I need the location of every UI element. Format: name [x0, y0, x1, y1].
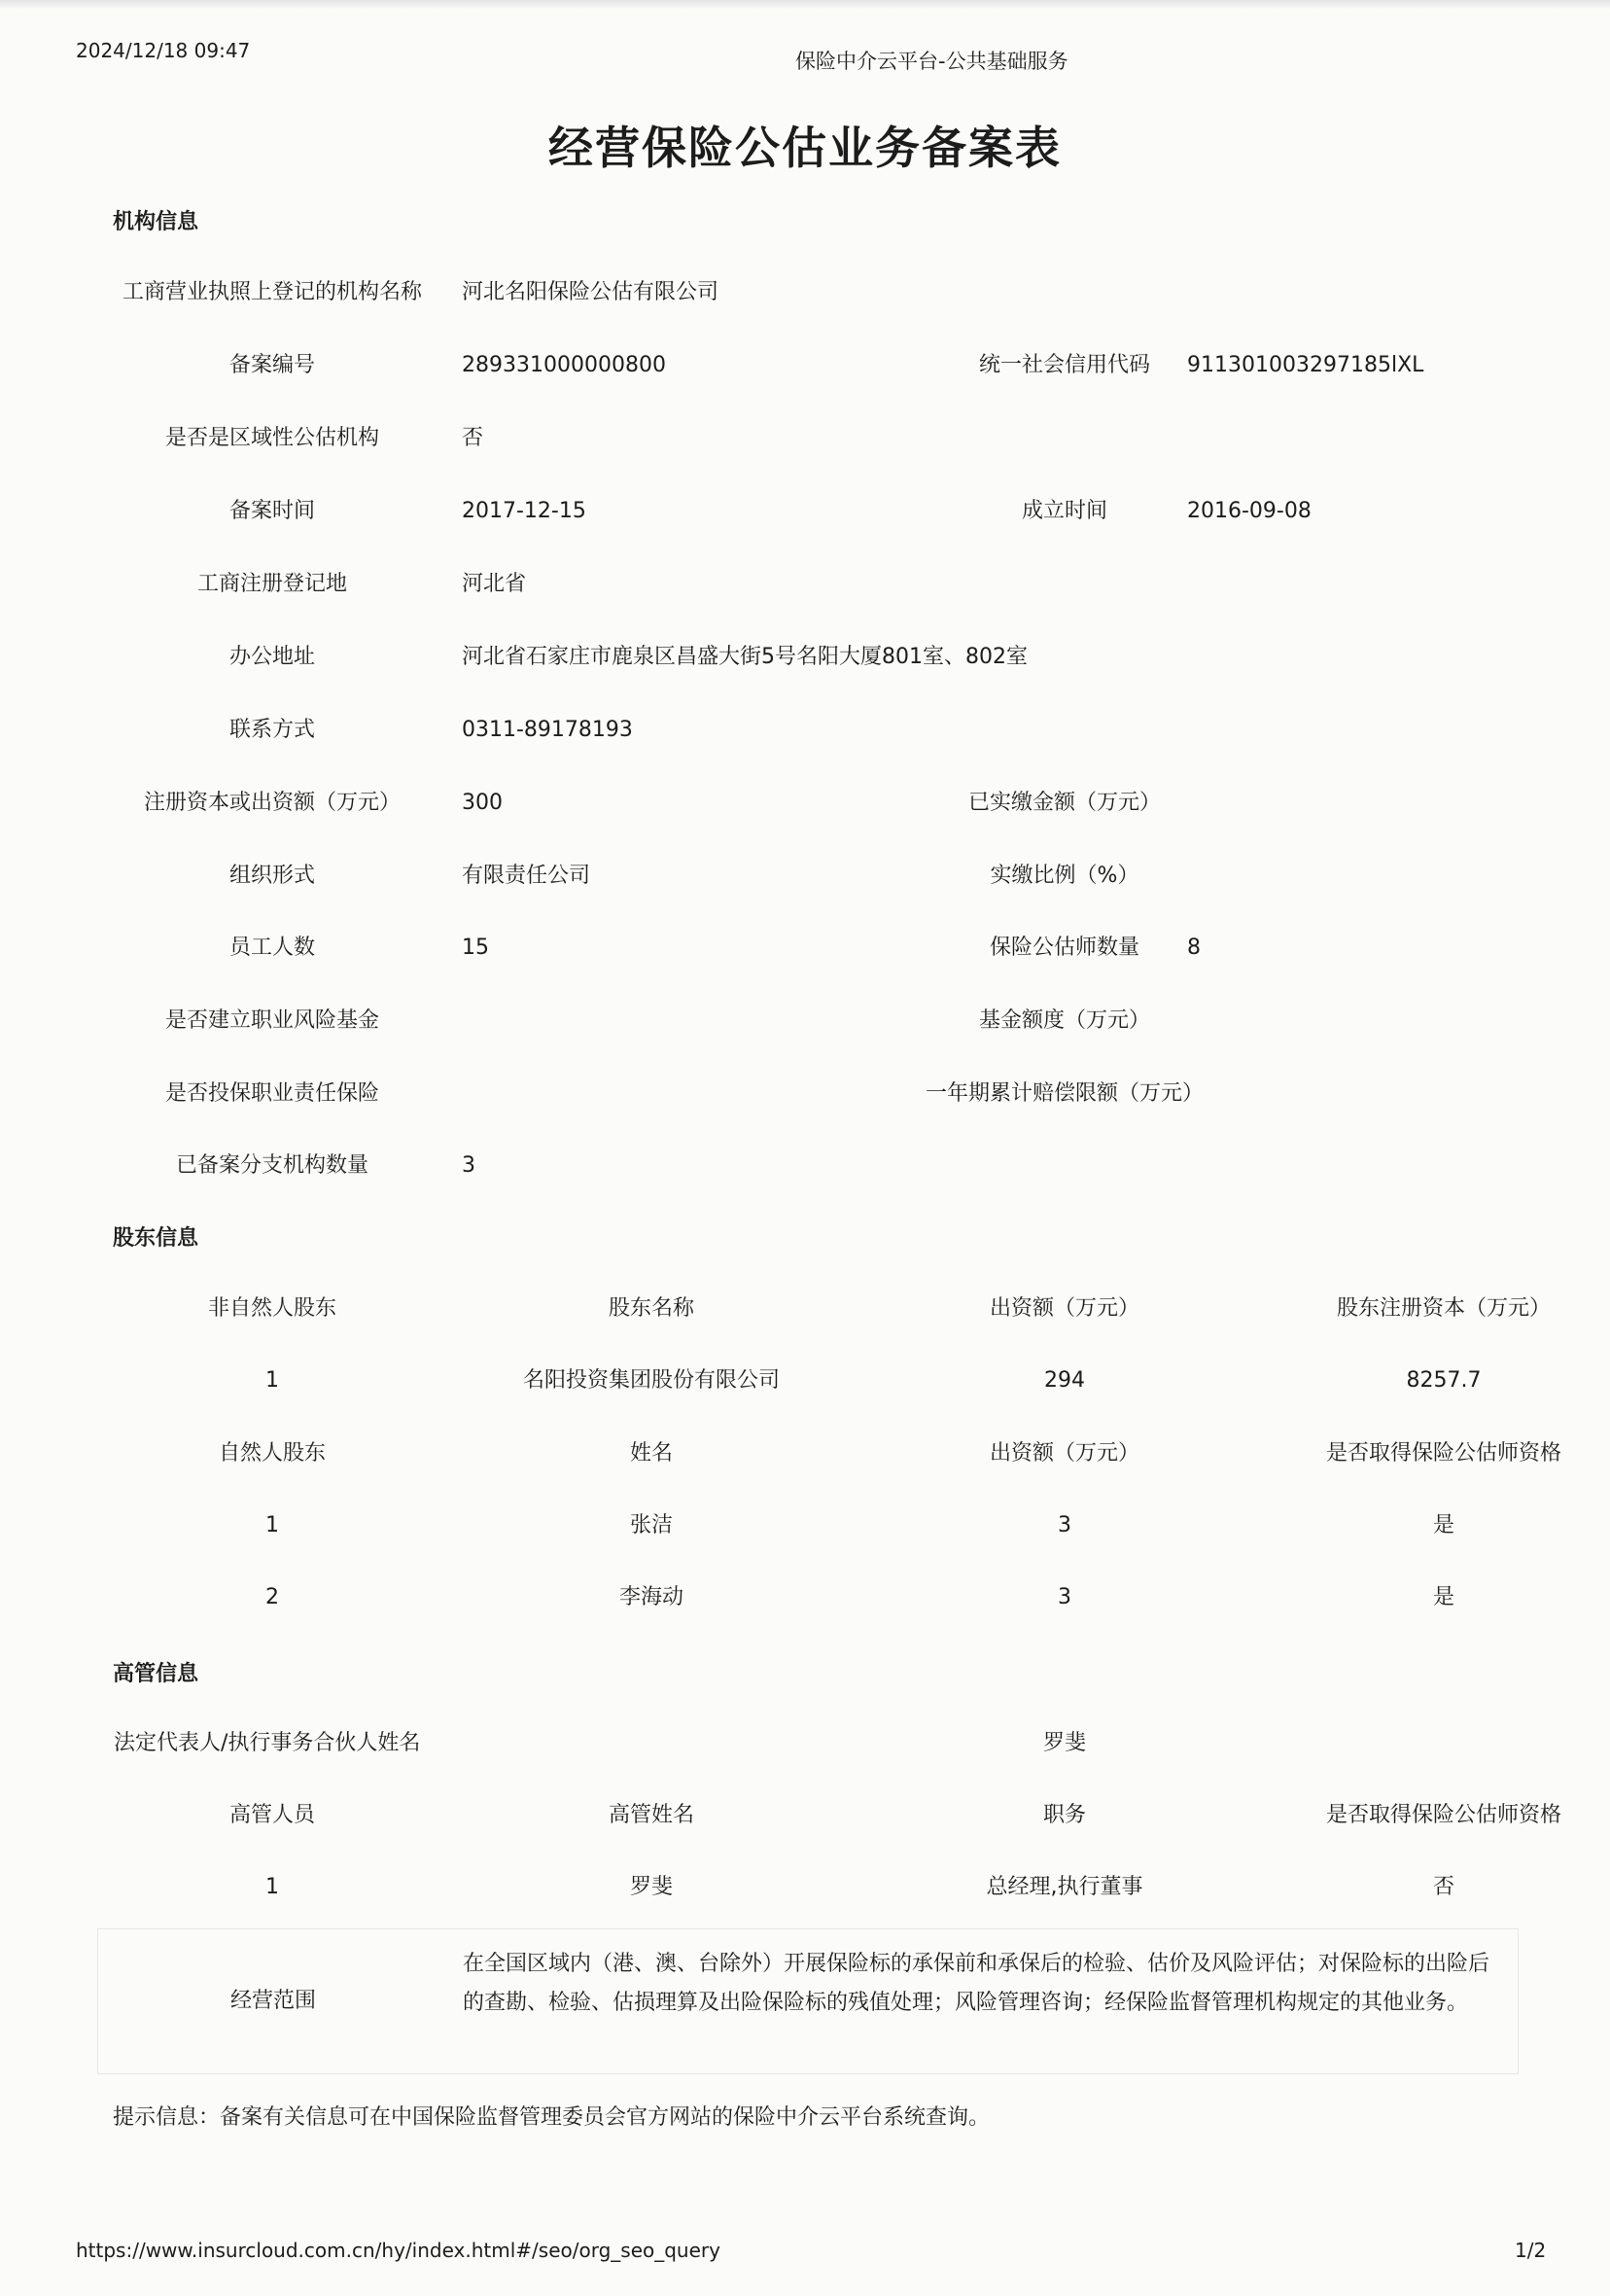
- scan-edge: [0, 0, 1610, 10]
- legal-rep-value: 罗斐: [1042, 1731, 1086, 1755]
- section-org-title: 机构信息: [113, 210, 199, 234]
- filing-date-value: 2017-12-15: [462, 499, 586, 523]
- contact-value: 0311-89178193: [462, 718, 633, 742]
- capital-label: 注册资本或出资额（万元）: [143, 791, 401, 815]
- founded-value: 2016-09-08: [1187, 499, 1312, 523]
- annual-limit-label: 一年期累计赔偿限额（万元）: [925, 1081, 1204, 1106]
- section-executives-title: 高管信息: [113, 1662, 199, 1686]
- org-form-value: 有限责任公司: [462, 864, 591, 888]
- table-cell: 294: [1044, 1368, 1085, 1393]
- branches-label: 已备案分支机构数量: [175, 1153, 368, 1178]
- table-row: [97, 1568, 1517, 1628]
- table-cell: 名阳投资集团股份有限公司: [522, 1368, 780, 1393]
- org-name-label: 工商营业执照上登记的机构名称: [122, 280, 422, 304]
- section-shareholders-title: 股东信息: [113, 1226, 199, 1251]
- person-shareholder-header: [97, 1424, 1561, 1484]
- table-row: [97, 1351, 1517, 1411]
- reg-place-label: 工商注册登记地: [196, 572, 347, 596]
- regional-label: 是否是区域性公估机构: [164, 426, 379, 450]
- address-label: 办公地址: [228, 645, 315, 669]
- capital-value: 300: [462, 791, 503, 815]
- credit-code-label: 统一社会信用代码: [978, 353, 1150, 377]
- row-legal-rep: [97, 1713, 1517, 1774]
- col-header: 是否取得保险公估师资格: [1325, 1803, 1561, 1827]
- table-cell: 1: [265, 1875, 279, 1899]
- reg-place-value: 河北省: [462, 572, 527, 596]
- table-cell: 是: [1432, 1585, 1454, 1609]
- col-header: 自然人股东: [218, 1441, 326, 1466]
- assessors-label: 保险公估师数量: [989, 936, 1139, 960]
- table-cell: 罗斐: [629, 1875, 673, 1899]
- business-scope-text: 在全国区域内（港、澳、台除外）开展保险标的承保前和承保后的检验、估价及风险评估；对保险标的出险后的查勘、检验、估损理算及出险保险标的残值处理；风险管理咨询；经保险监督管理机构规定的其他业务。: [463, 1952, 1490, 2015]
- contact-label: 联系方式: [228, 718, 315, 742]
- row-contact: [97, 700, 1517, 760]
- employees-value: 15: [462, 936, 489, 960]
- row-filing-no: [97, 336, 1517, 396]
- footer-url: https://www.insurcloud.com.cn/hy/index.html#/seo/org_seo_query: [76, 2239, 720, 2262]
- table-cell: 1: [265, 1513, 279, 1537]
- table-cell: 3: [1058, 1513, 1071, 1537]
- col-header: 是否取得保险公估师资格: [1325, 1441, 1561, 1466]
- table-cell: 否: [1432, 1875, 1454, 1899]
- table-cell: 李海动: [618, 1585, 683, 1609]
- paid-label: 已实缴金额（万元）: [967, 791, 1161, 815]
- document-title: 经营保险公估业务备案表: [548, 122, 1062, 174]
- risk-fund-label: 是否建立职业风险基金: [164, 1008, 379, 1033]
- col-header: 姓名: [629, 1441, 673, 1466]
- credit-code-value: 911301003297185lXL: [1187, 353, 1424, 377]
- row-org-form: [97, 846, 1517, 906]
- row-address: [97, 627, 1517, 688]
- col-header: 非自然人股东: [207, 1296, 336, 1321]
- row-branches: [97, 1136, 1517, 1196]
- col-header: 出资额（万元）: [989, 1296, 1139, 1321]
- print-datetime: 2024/12/18 09:47: [76, 39, 251, 62]
- table-cell: 是: [1432, 1513, 1454, 1537]
- col-header: 职务: [1042, 1803, 1086, 1827]
- org-name-value: 河北名阳保险公估有限公司: [462, 280, 719, 304]
- filing-no-value: 289331000000800: [462, 353, 666, 377]
- org-form-label: 组织形式: [228, 864, 315, 888]
- col-header: 股东注册资本（万元）: [1336, 1296, 1551, 1321]
- row-risk-fund: [97, 991, 1517, 1051]
- table-cell: 8257.7: [1406, 1368, 1482, 1393]
- founded-label: 成立时间: [1021, 499, 1107, 523]
- table-row: [97, 1857, 1517, 1918]
- row-employees: [97, 918, 1517, 978]
- site-name: 保险中介云平台-公共基础服务: [795, 50, 1068, 73]
- table-cell: 3: [1058, 1585, 1071, 1609]
- filing-date-label: 备案时间: [228, 499, 315, 523]
- executives-header: [97, 1785, 1561, 1846]
- col-header: 股东名称: [608, 1296, 694, 1321]
- corp-shareholder-header: [97, 1279, 1551, 1339]
- business-scope: [97, 1928, 1519, 2074]
- liability-ins-label: 是否投保职业责任保险: [164, 1081, 379, 1106]
- table-cell: 总经理,执行董事: [986, 1875, 1143, 1899]
- table-row: [97, 1496, 1517, 1556]
- col-header: 高管人员: [228, 1803, 315, 1827]
- page-number: 1/2: [1515, 2239, 1547, 2262]
- row-reg-place: [97, 554, 1517, 615]
- table-cell: 1: [265, 1368, 279, 1393]
- assessors-value: 8: [1187, 936, 1201, 960]
- table-cell: 2: [265, 1585, 279, 1609]
- row-org-name: [97, 263, 1517, 323]
- paid-ratio-label: 实缴比例（%）: [990, 864, 1139, 888]
- row-liability-ins: [97, 1064, 1517, 1124]
- row-regional: [97, 408, 1517, 469]
- regional-value: 否: [462, 426, 484, 450]
- legal-rep-label: 法定代表人/执行事务合伙人姓名: [114, 1731, 421, 1755]
- business-scope-label: 经营范围: [229, 1989, 316, 2013]
- row-capital: [97, 773, 1517, 833]
- fund-amount-label: 基金额度（万元）: [978, 1008, 1150, 1033]
- col-header: 高管姓名: [608, 1803, 694, 1827]
- row-filing-date: [97, 481, 1517, 542]
- address-value: 河北省石家庄市鹿泉区昌盛大街5号名阳大厦801室、802室: [462, 645, 1028, 669]
- filing-no-label: 备案编号: [228, 353, 315, 377]
- col-header: 出资额（万元）: [989, 1441, 1139, 1466]
- branches-value: 3: [462, 1153, 475, 1178]
- tip-text: 提示信息：备案有关信息可在中国保险监督管理委员会官方网站的保险中介云平台系统查询。: [113, 2105, 991, 2130]
- employees-label: 员工人数: [228, 936, 315, 960]
- table-cell: 张洁: [629, 1513, 673, 1537]
